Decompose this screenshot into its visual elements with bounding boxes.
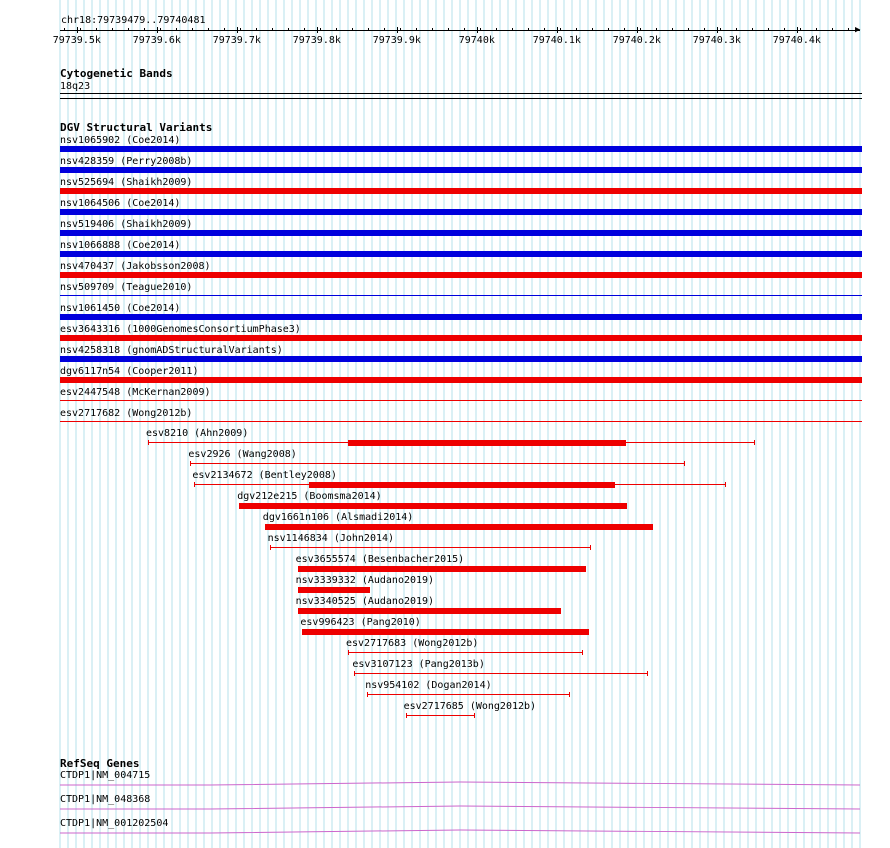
ruler-minor-tick: [704, 28, 705, 31]
variant-bar[interactable]: [60, 400, 862, 401]
variant-span-line[interactable]: [190, 463, 684, 464]
ruler-minor-tick: [848, 28, 849, 31]
ruler-minor-tick: [128, 28, 129, 31]
variant-bar[interactable]: [60, 356, 862, 362]
ruler-minor-tick: [720, 28, 721, 31]
variant-label[interactable]: nsv4258318 (gnomADStructuralVariants): [60, 345, 283, 356]
dgv-track-title: DGV Structural Variants: [60, 121, 213, 134]
ruler-minor-tick: [384, 28, 385, 31]
ruler-minor-tick: [640, 28, 641, 31]
variant-label[interactable]: esv996423 (Pang2010): [300, 617, 421, 628]
variant-label[interactable]: nsv1065902 (Coe2014): [60, 135, 181, 146]
ruler-tick-mark: [157, 27, 158, 33]
variant-bar[interactable]: [60, 295, 862, 296]
variant-span-line[interactable]: [348, 652, 582, 653]
region-label: chr18:79739479..79740481: [61, 15, 206, 26]
variant-label[interactable]: esv8210 (Ahn2009): [146, 428, 249, 439]
ruler-minor-tick: [544, 28, 545, 31]
variant-label[interactable]: nsv1061450 (Coe2014): [60, 303, 181, 314]
ruler-minor-tick: [352, 28, 353, 31]
variant-bar[interactable]: [60, 251, 862, 257]
variant-end-cap: [148, 440, 149, 445]
gene-intron-line[interactable]: [0, 779, 890, 789]
variant-end-cap: [190, 461, 191, 466]
ruler-minor-tick: [688, 28, 689, 31]
ruler-tick-mark: [317, 27, 318, 33]
ruler-minor-tick: [800, 28, 801, 31]
variant-end-cap: [725, 482, 726, 487]
variant-end-cap: [569, 692, 570, 697]
ruler-minor-tick: [416, 28, 417, 31]
variant-span-line[interactable]: [270, 547, 591, 548]
variant-end-cap: [354, 671, 355, 676]
variant-end-cap: [474, 713, 475, 718]
ruler-tick-mark: [717, 27, 718, 33]
ruler-tick-label: 79739.5k: [52, 35, 101, 46]
variant-label[interactable]: esv2717683 (Wong2012b): [346, 638, 479, 649]
variant-bar[interactable]: [239, 503, 627, 509]
ruler-minor-tick: [672, 28, 673, 31]
ruler-tick-label: 79740k: [458, 35, 495, 46]
ruler-minor-tick: [224, 28, 225, 31]
gene-intron-line[interactable]: [0, 803, 890, 813]
variant-label[interactable]: dgv6117n54 (Cooper2011): [60, 366, 199, 377]
variant-bar[interactable]: [60, 377, 862, 383]
gene-label[interactable]: CTDP1|NM_048368: [60, 794, 151, 805]
ruler-tick-label: 79739.7k: [212, 35, 261, 46]
ruler-minor-tick: [304, 28, 305, 31]
variant-bar[interactable]: [60, 421, 862, 422]
variant-label[interactable]: esv3643316 (1000GenomesConsortiumPhase3): [60, 324, 301, 335]
ruler-minor-tick: [784, 28, 785, 31]
variant-label[interactable]: esv2717685 (Wong2012b): [403, 701, 537, 712]
variant-bar[interactable]: [265, 524, 653, 530]
ruler-minor-tick: [144, 28, 145, 31]
ruler-minor-tick: [160, 28, 161, 31]
variant-label[interactable]: dgv212e215 (Boomsma2014): [237, 491, 382, 502]
ruler-minor-tick: [448, 28, 449, 31]
variant-label[interactable]: nsv509709 (Teague2010): [60, 282, 193, 293]
ruler-minor-tick: [96, 28, 97, 31]
ruler-minor-tick: [288, 28, 289, 31]
variant-bar[interactable]: [348, 440, 626, 446]
ruler-minor-tick: [752, 28, 753, 31]
variant-bar[interactable]: [302, 629, 588, 635]
gene-intron-path: [60, 782, 860, 785]
ruler[interactable]: [0, 0, 890, 50]
variant-label[interactable]: nsv1064506 (Coe2014): [60, 198, 181, 209]
ruler-tick-mark: [637, 27, 638, 33]
variant-label[interactable]: esv3107123 (Pang2013b): [352, 659, 485, 670]
ruler-minor-tick: [560, 28, 561, 31]
variant-end-cap: [348, 650, 349, 655]
ruler-minor-tick: [320, 28, 321, 31]
gene-label[interactable]: CTDP1|NM_001202504: [60, 818, 169, 829]
variant-span-line[interactable]: [367, 694, 569, 695]
variant-end-cap: [684, 461, 685, 466]
gene-intron-path: [60, 830, 860, 833]
ruler-minor-tick: [768, 28, 769, 31]
ruler-minor-tick: [480, 28, 481, 31]
variant-end-cap: [194, 482, 195, 487]
ruler-minor-tick: [272, 28, 273, 31]
variant-label[interactable]: nsv428359 (Perry2008b): [60, 156, 193, 167]
variant-label[interactable]: nsv954102 (Dogan2014): [365, 680, 492, 691]
variant-label[interactable]: nsv3340525 (Audano2019): [295, 596, 435, 607]
ruler-tick-label: 79740.2k: [612, 35, 661, 46]
ruler-minor-tick: [208, 28, 209, 31]
ruler-minor-tick: [256, 28, 257, 31]
variant-label[interactable]: esv3655574 (Besenbacher2015): [295, 554, 465, 565]
ruler-minor-tick: [624, 28, 625, 31]
ruler-minor-tick: [464, 28, 465, 31]
variant-bar[interactable]: [298, 608, 561, 614]
ruler-tick-label: 79739.9k: [372, 35, 421, 46]
variant-bar[interactable]: [309, 482, 615, 488]
cyto-track-title: Cytogenetic Bands: [60, 67, 173, 80]
variant-end-cap: [647, 671, 648, 676]
ruler-minor-tick: [336, 28, 337, 31]
variant-bar[interactable]: [60, 335, 862, 341]
variant-label[interactable]: nsv3339332 (Audano2019): [295, 575, 435, 586]
variant-label[interactable]: esv2926 (Wang2008): [188, 449, 297, 460]
variant-label[interactable]: nsv519406 (Shaikh2009): [60, 219, 193, 230]
variant-label[interactable]: nsv1146834 (John2014): [267, 533, 395, 544]
ruler-arrow-icon: ▶: [855, 25, 861, 35]
variant-end-cap: [590, 545, 591, 550]
ruler-tick-label: 79740.1k: [532, 35, 581, 46]
ruler-tick-mark: [77, 27, 78, 33]
ruler-minor-tick: [832, 28, 833, 31]
ruler-tick-label: 79740.4k: [772, 35, 821, 46]
variant-bar[interactable]: [60, 167, 862, 173]
ruler-minor-tick: [80, 28, 81, 31]
variant-end-cap: [406, 713, 407, 718]
ruler-minor-tick: [176, 28, 177, 31]
ruler-minor-tick: [528, 28, 529, 31]
variant-label[interactable]: nsv525694 (Shaikh2009): [60, 177, 193, 188]
variant-span-line[interactable]: [406, 715, 475, 716]
ruler-tick-mark: [797, 27, 798, 33]
ruler-minor-tick: [496, 28, 497, 31]
ruler-minor-tick: [240, 28, 241, 31]
ruler-minor-tick: [64, 28, 65, 31]
variant-bar[interactable]: [60, 272, 862, 278]
variant-bar[interactable]: [60, 188, 862, 194]
variant-bar[interactable]: [60, 209, 862, 215]
ruler-tick-label: 79739.6k: [132, 35, 181, 46]
variant-end-cap: [582, 650, 583, 655]
cyto-band-line[interactable]: [60, 93, 862, 94]
ruler-tick-mark: [237, 27, 238, 33]
variant-bar[interactable]: [60, 230, 862, 236]
ruler-tick-mark: [557, 27, 558, 33]
refseq-track-title: RefSeq Genes: [60, 757, 140, 770]
gene-intron-path: [60, 806, 860, 809]
variant-bar[interactable]: [298, 566, 587, 572]
ruler-minor-tick: [512, 28, 513, 31]
cyto-track-divider: [60, 98, 862, 99]
ruler-tick-mark: [397, 27, 398, 33]
ruler-axis: [60, 30, 860, 31]
ruler-tick-label: 79739.8k: [292, 35, 341, 46]
ruler-tick-mark: [477, 27, 478, 33]
ruler-tick-label: 79740.3k: [692, 35, 741, 46]
variant-end-cap: [754, 440, 755, 445]
variant-label[interactable]: esv2447548 (McKernan2009): [60, 387, 211, 398]
variant-label[interactable]: esv2134672 (Bentley2008): [192, 470, 337, 481]
ruler-minor-tick: [736, 28, 737, 31]
variant-label[interactable]: nsv1066888 (Coe2014): [60, 240, 181, 251]
ruler-minor-tick: [368, 28, 369, 31]
ruler-minor-tick: [608, 28, 609, 31]
variant-bar[interactable]: [60, 146, 862, 152]
ruler-minor-tick: [192, 28, 193, 31]
gene-intron-line[interactable]: [0, 827, 890, 837]
ruler-minor-tick: [432, 28, 433, 31]
cyto-band-label[interactable]: 18q23: [60, 81, 91, 92]
ruler-minor-tick: [656, 28, 657, 31]
variant-end-cap: [367, 692, 368, 697]
ruler-minor-tick: [592, 28, 593, 31]
ruler-minor-tick: [400, 28, 401, 31]
ruler-minor-tick: [112, 28, 113, 31]
variant-bar[interactable]: [298, 587, 370, 593]
variant-bar[interactable]: [60, 314, 862, 320]
variant-label[interactable]: dgv1661n106 (Alsmadi2014): [262, 512, 414, 523]
variant-span-line[interactable]: [354, 673, 647, 674]
variant-label[interactable]: nsv470437 (Jakobsson2008): [60, 261, 211, 272]
ruler-minor-tick: [816, 28, 817, 31]
variant-end-cap: [270, 545, 271, 550]
gene-label[interactable]: CTDP1|NM_004715: [60, 770, 151, 781]
variant-label[interactable]: esv2717682 (Wong2012b): [60, 408, 193, 419]
ruler-minor-tick: [576, 28, 577, 31]
